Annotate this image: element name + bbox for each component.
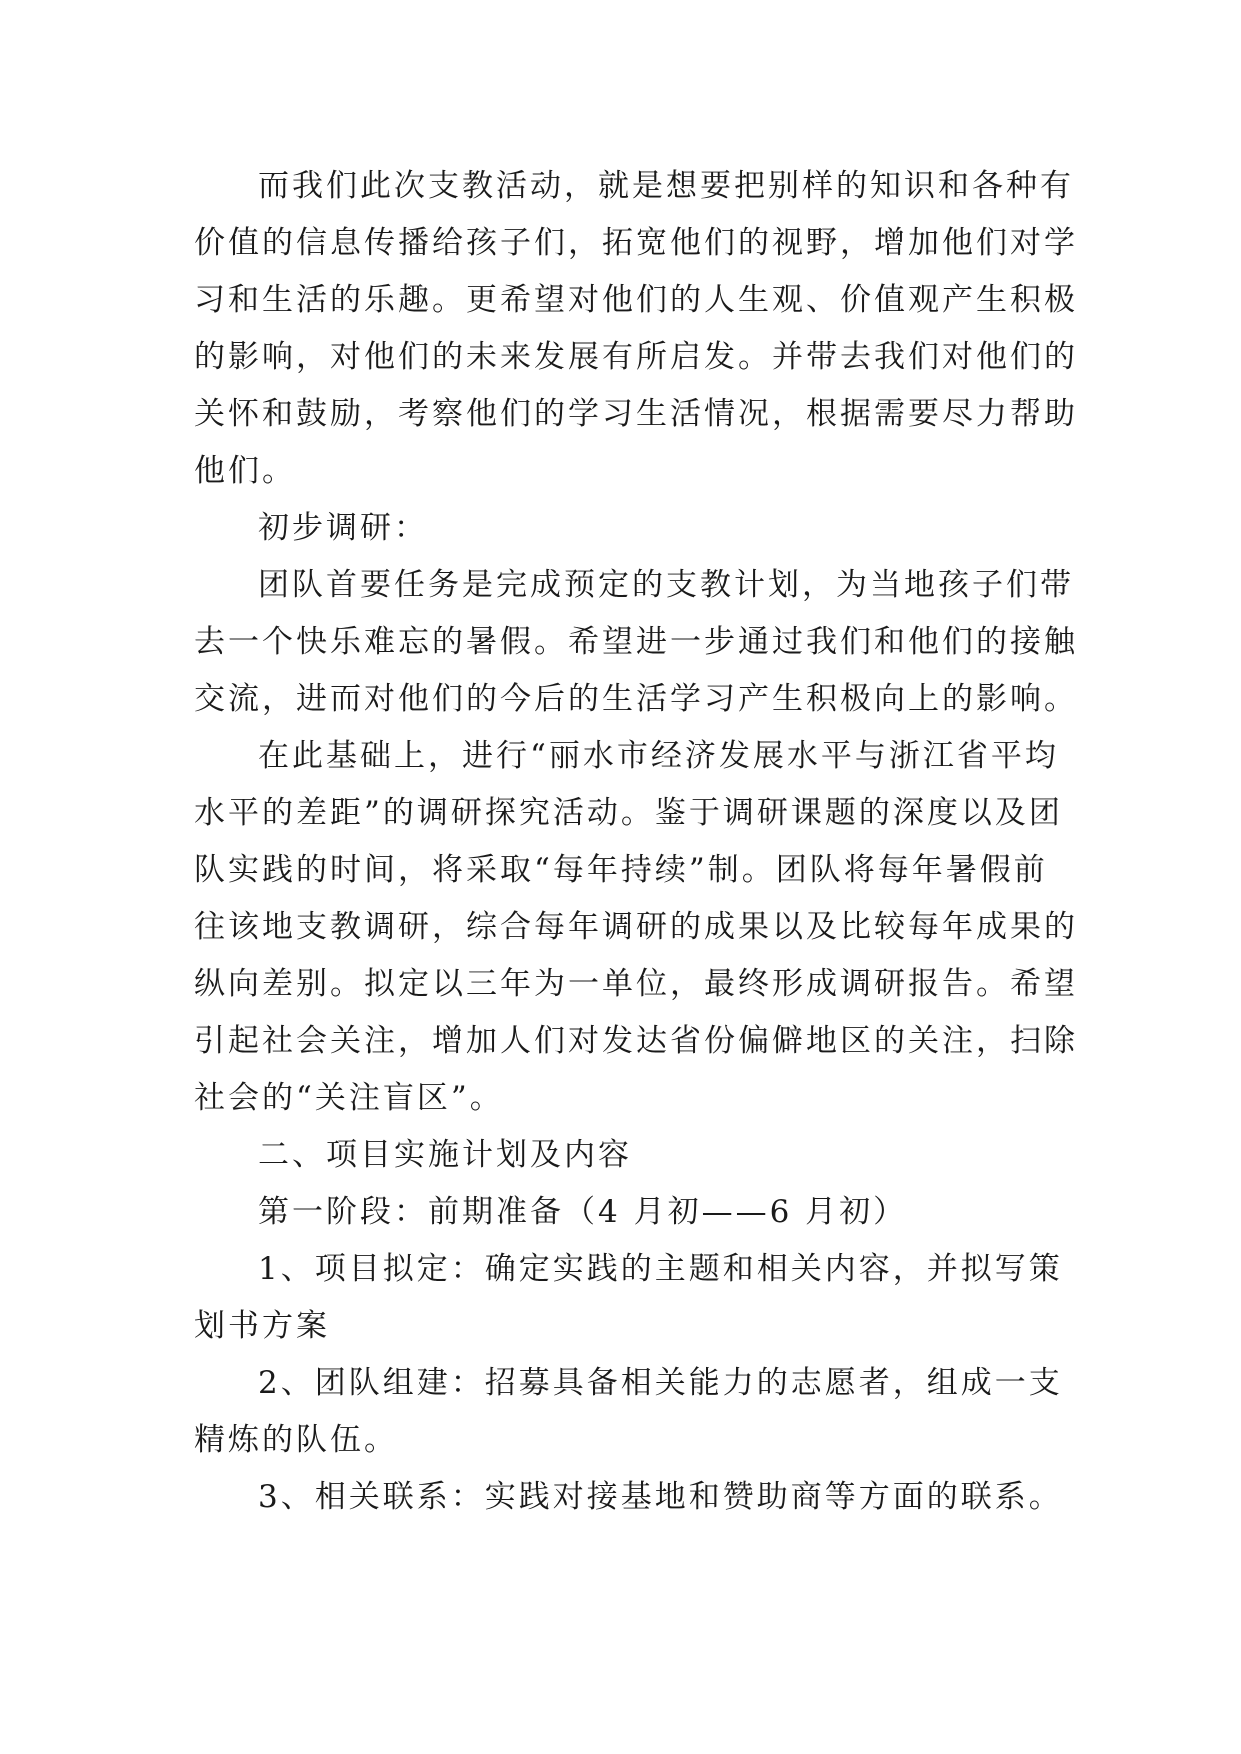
text-line: 去一个快乐难忘的暑假。希望进一步通过我们和他们的接触	[194, 624, 1078, 660]
text-line: 而我们此次支教活动，就是想要把别样的知识和各种有	[258, 168, 1074, 204]
text-line: 社会的“关注盲区”。	[194, 1080, 504, 1116]
list-item-continuation: 精炼的队伍。	[194, 1422, 398, 1458]
text-line: 团队首要任务是完成预定的支教计划，为当地孩子们带	[258, 567, 1074, 603]
text-line: 引起社会关注，增加人们对发达省份偏僻地区的关注，扫除	[194, 1023, 1078, 1059]
text-line: 队实践的时间，将采取“每年持续”制。团队将每年暑假前	[194, 852, 1048, 888]
text-line: 价值的信息传播给孩子们，拓宽他们的视野，增加他们对学	[194, 225, 1078, 261]
list-item: 3、相关联系：实践对接基地和赞助商等方面的联系。	[258, 1479, 1063, 1515]
list-item-continuation: 划书方案	[194, 1308, 330, 1344]
list-item: 1、项目拟定：确定实践的主题和相关内容，并拟写策	[258, 1251, 1063, 1287]
text-line: 水平的差距”的调研探究活动。鉴于调研课题的深度以及团	[194, 795, 1063, 831]
text-line: 习和生活的乐趣。更希望对他们的人生观、价值观产生积极	[194, 282, 1078, 318]
text-line: 他们。	[194, 453, 296, 489]
section-heading: 二、项目实施计划及内容	[258, 1137, 632, 1173]
text-line: 交流，进而对他们的今后的生活学习产生积极向上的影响。	[194, 681, 1078, 717]
list-item: 2、团队组建：招募具备相关能力的志愿者，组成一支	[258, 1365, 1063, 1401]
text-line: 关怀和鼓励，考察他们的学习生活情况，根据需要尽力帮助	[194, 396, 1078, 432]
text-line: 在此基础上，进行“丽水市经济发展水平与浙江省平均	[258, 738, 1059, 774]
stage-heading: 第一阶段：前期准备（4 月初——6 月初）	[258, 1194, 908, 1230]
text-line: 纵向差别。拟定以三年为一单位，最终形成调研报告。希望	[194, 966, 1078, 1002]
text-line: 往该地支教调研，综合每年调研的成果以及比较每年成果的	[194, 909, 1078, 945]
section-heading: 初步调研：	[258, 510, 428, 546]
text-line: 的影响，对他们的未来发展有所启发。并带去我们对他们的	[194, 339, 1078, 375]
